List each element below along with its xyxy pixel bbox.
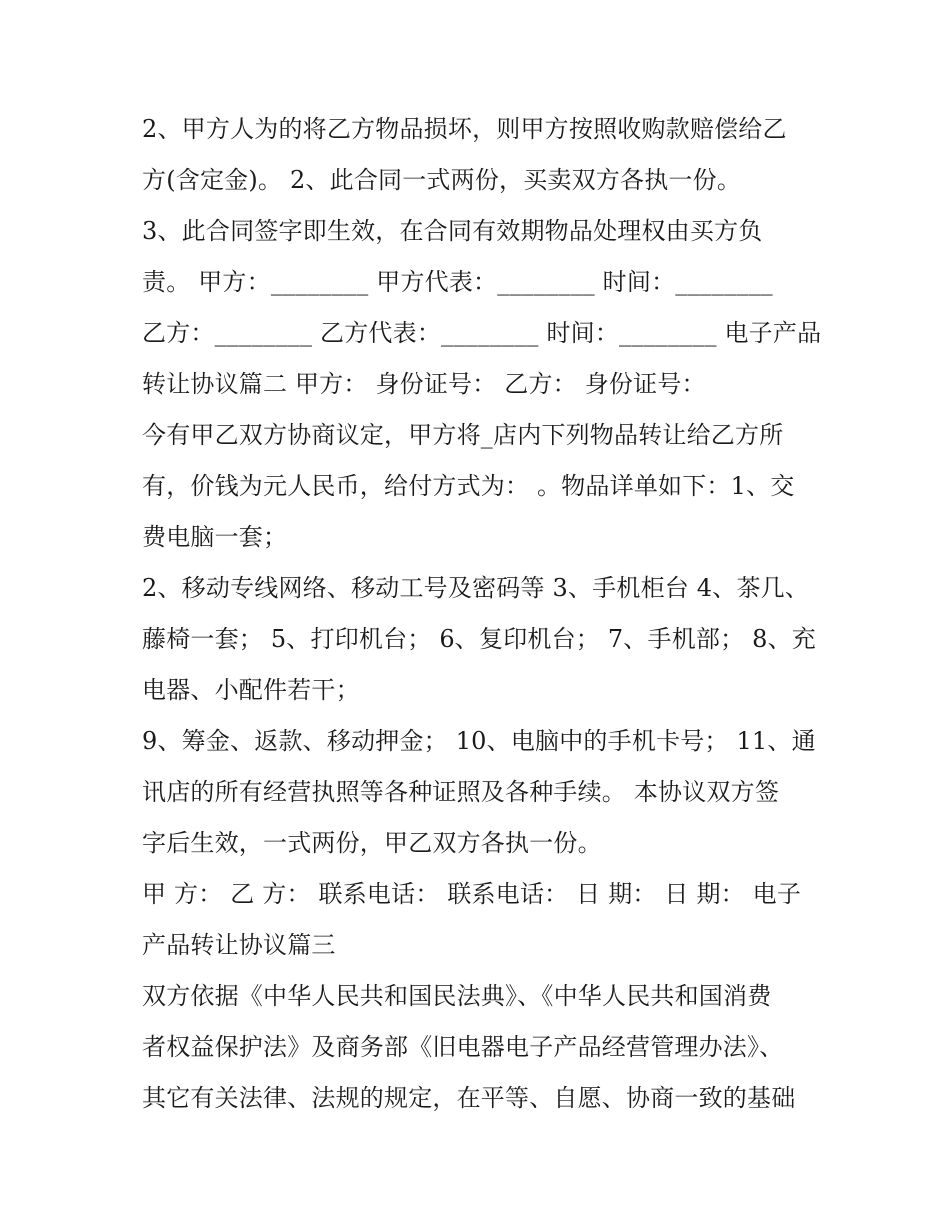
text-line: 讯店的所有经营执照等各种证照及各种手续。 本协议双方签	[142, 778, 780, 806]
text-line: 双方依据《中华人民共和国民法典》、《中华人民共和国消费	[142, 982, 772, 1010]
text-line: 藤椅一套； 5、打印机台； 6、复印机台； 7、手机部； 8、充	[142, 625, 816, 653]
text-line: 方(含定金)。 2、此合同一式两份，买卖双方各执一份。	[142, 166, 742, 194]
text-line: 甲 方： 乙 方： 联系电话： 联系电话： 日 期： 日 期： 电子	[142, 880, 802, 908]
text-line: 费电脑一套；	[142, 523, 288, 551]
text-line: 3、此合同签字即生效，在合同有效期物品处理权由买方负	[142, 217, 763, 245]
text-line: 今有甲乙双方协商议定，甲方将_店内下列物品转让给乙方所	[142, 421, 784, 449]
text-line: 2、移动专线网络、移动工号及密码等 3、手机柜台 4、茶几、	[142, 574, 810, 602]
text-line: 有，价钱为元人民币，给付方式为： 。物品详单如下：1、交	[142, 472, 795, 500]
text-line: 乙方：________ 乙方代表：________ 时间：________ 电子产品	[142, 319, 822, 347]
text-line: 电器、小配件若干；	[142, 676, 360, 704]
text-line: 产品转让协议篇三	[142, 931, 336, 959]
text-line: 2、甲方人为的将乙方物品损坏，则甲方按照收购款赔偿给乙	[142, 115, 787, 143]
text-line: 字后生效，一式两份，甲乙双方各执一份。	[142, 829, 602, 857]
text-line: 其它有关法律、法规的规定，在平等、自愿、协商一致的基础	[142, 1084, 796, 1112]
text-line: 转让协议篇二 甲方： 身份证号： 乙方： 身份证号：	[142, 370, 706, 398]
text-line: 者权益保护法》及商务部《旧电器电子产品经营管理办法》、	[142, 1033, 784, 1061]
text-line: 责。 甲方：________ 甲方代表：________ 时间：________	[142, 268, 773, 296]
text-line: 9、筹金、返款、移动押金； 10、电脑中的手机卡号； 11、通	[142, 727, 816, 755]
